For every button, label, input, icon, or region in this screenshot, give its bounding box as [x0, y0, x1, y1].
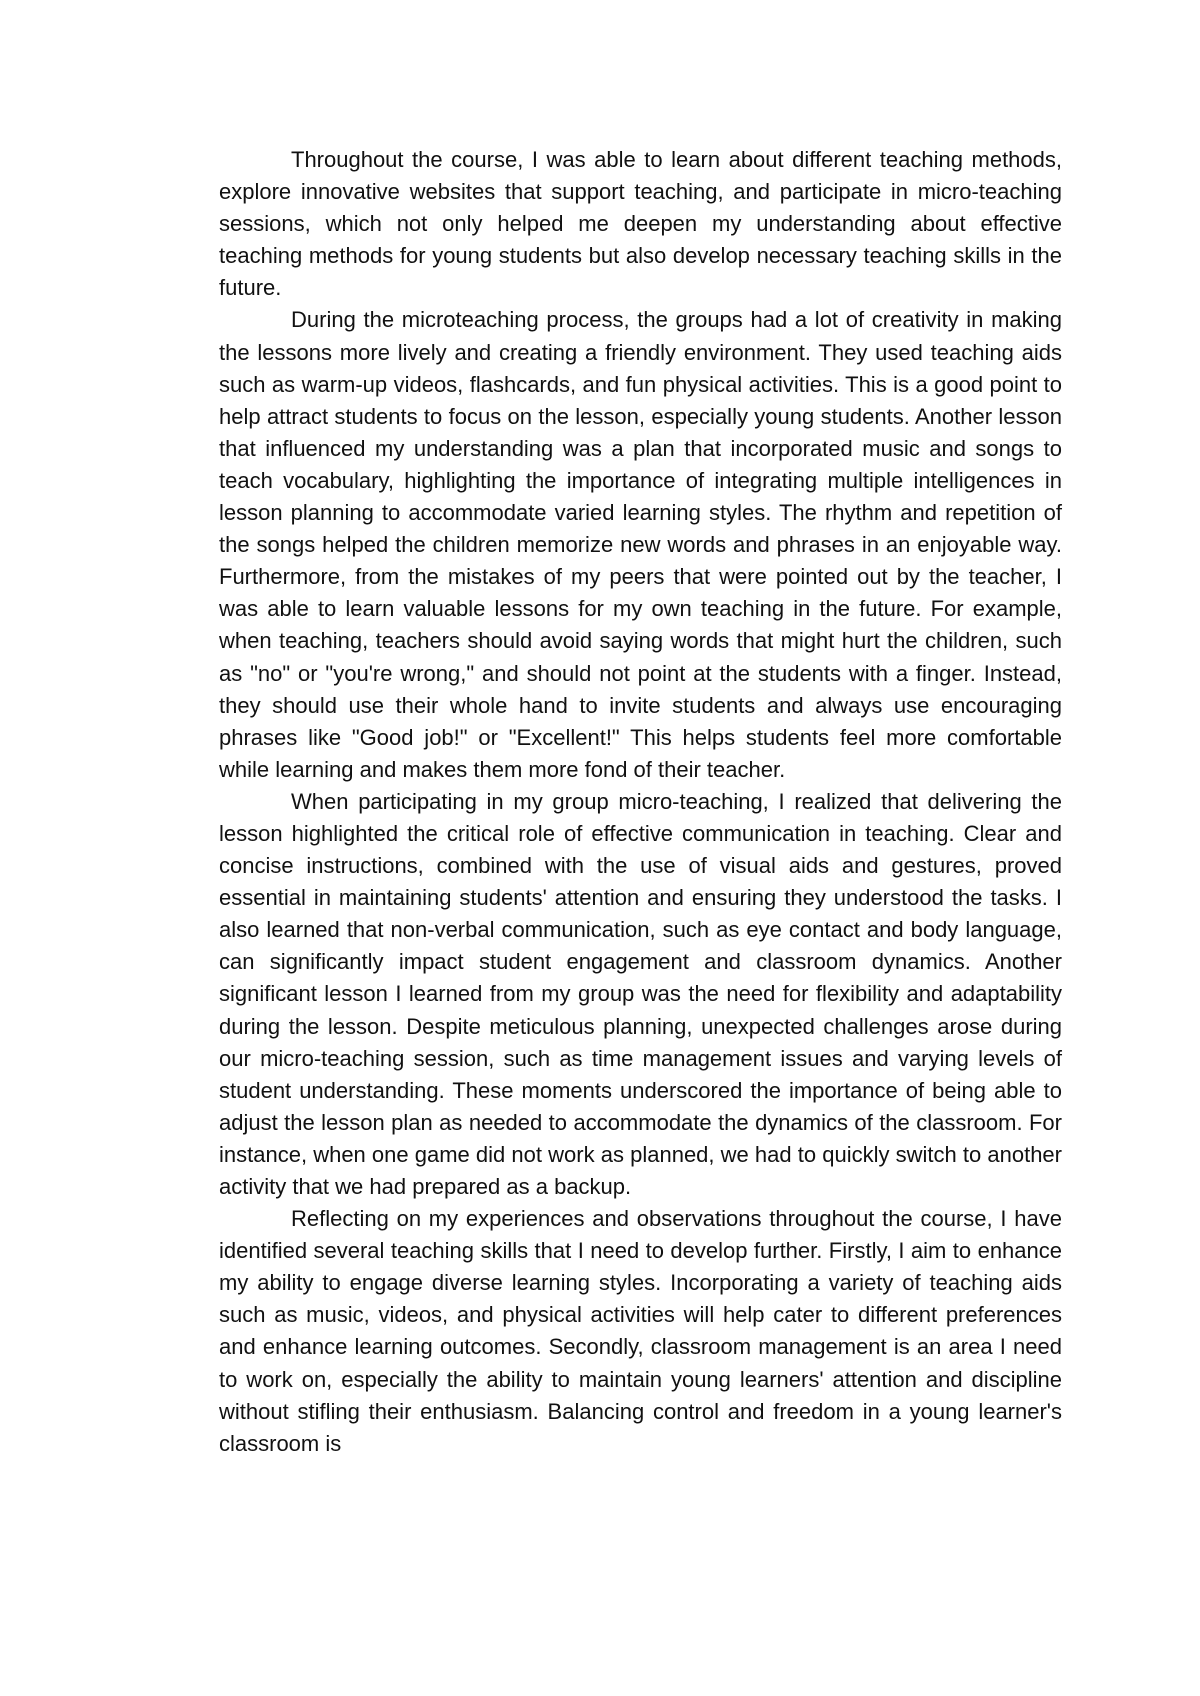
paragraph-microteaching-observations: During the microteaching process, the groups had a lot of creativity in making the lessons more lively and creating a friendly environment. They used teaching aids such as warm-up videos, flashcards, and fun physical activities. This is a good point to help attract students to focus on the lesson, especially young students. Another lesson that influenced my understanding was a plan that incorporated music and songs to teach vocabulary, highlighting the importance of integrating multiple intelligences in lesson planning to accommodate varied learning styles. The rhythm and repetition of the songs helped the children memorize new words and phrases in an enjoyable way. Furthermore, from the mistakes of my peers that were pointed out by the teacher, I was able to learn valuable lessons for my own teaching in the future. For example, when teaching, teachers should avoid saying words that might hurt the children, such as "no" or "you're wrong," and should not point at the students with a finger. Instead, they should use their whole hand to invite students and always use encouraging phrases like "Good job!" or "Excellent!" This helps students feel more comfortable while learning and makes them more fond of their teacher.: [219, 307, 1062, 782]
paragraph-reflection-skills: Reflecting on my experiences and observations throughout the course, I have identified several teaching skills that I need to develop further. Firstly, I aim to enhance my ability to engage diverse learning styles. Incorporating a variety of teaching aids such as music, videos, and physical activities will help cater to different preferences and enhance learning outcomes. Secondly, classroom management is an area I need to work on, especially the ability to maintain young learners' attention and discipline without stifling their enthusiasm. Balancing control and freedom in a young learner's classroom is: [219, 1206, 1062, 1456]
document-body: [219, 144, 1062, 1460]
paragraph-course-overview: Throughout the course, I was able to learn about different teaching methods, explore innovative websites that support teaching, and participate in micro-teaching sessions, which not only helped me deepen my understanding about effective teaching methods for young students but also develop necessary teaching skills in the future.: [219, 147, 1062, 301]
paragraph-group-microteaching: When participating in my group micro-teaching, I realized that delivering the lesson highlighted the critical role of effective communication in teaching. Clear and concise instructions, combined with the use of visual aids and gestures, proved essential in maintaining students' attention and ensuring they understood the tasks. I also learned that non-verbal communication, such as eye contact and body language, can significantly impact student engagement and classroom dynamics. Another significant lesson I learned from my group was the need for flexibility and adaptability during the lesson. Despite meticulous planning, unexpected challenges arose during our micro-teaching session, such as time management issues and varying levels of student understanding. These moments underscored the importance of being able to adjust the lesson plan as needed to accommodate the dynamics of the classroom. For instance, when one game did not work as planned, we had to quickly switch to another activity that we had prepared as a backup.: [219, 788, 1062, 1199]
